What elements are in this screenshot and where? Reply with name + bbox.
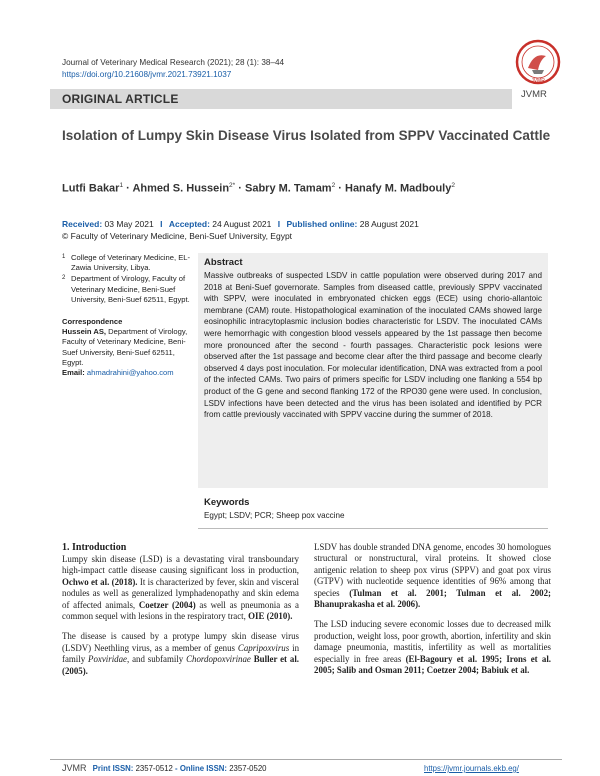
article-title: Isolation of Lumpy Skin Disease Virus Isolated from SPPV Vaccinated Cattle <box>62 128 551 143</box>
affiliation-item <box>62 274 195 305</box>
correspondence-heading: Correspondence <box>62 317 123 327</box>
intro-paragraph <box>314 542 551 610</box>
journal-citation: Journal of Veterinary Medical Research (2021); 28 (1): 38–44 <box>62 58 285 67</box>
author-separator: · <box>235 182 245 195</box>
article-dates <box>62 219 419 242</box>
logo-text: JVMR <box>531 78 545 84</box>
citation-ref: (Tulman et al. 2001; Tulman et al. 2002; Bhanuprakasha et al. 2006). <box>314 587 551 610</box>
intro-heading: 1. Introduction <box>62 542 127 553</box>
affiliation-number: 2 <box>62 275 66 282</box>
citation-ref: Ochwo et al. (2018). <box>62 576 138 587</box>
journal-tag: JVMR <box>521 89 547 100</box>
copyright-line: © Faculty of Veterinary Medicine, Beni-Suef University, Egypt <box>62 230 293 241</box>
print-issn: 2357-0512 <box>135 764 173 773</box>
citation-ref: Buller et al. (2005). <box>62 654 300 676</box>
correspondence-body <box>62 327 195 368</box>
keywords-text: Egypt; LSDV; PCR; Sheep pox vaccine <box>204 511 345 520</box>
text-run: LSDV has double stranded DNA genome, encodes 30 homologues structural or nonstructural, viral proteins. It showed close antigenic relation to sheep pox virus (SPPV) and goat pox virus (GTPV) with nucleotide sequence identities of 96% among that species <box>314 542 551 598</box>
text-run: It is characterized by fever, skin and visceral nodules as well as generalized lymphadenopathy and skin edema of affected animals, <box>62 576 299 610</box>
intro-paragraph <box>314 619 551 676</box>
journal-url-link[interactable]: https://jvmr.journals.ekb.eg/ <box>424 764 519 773</box>
body-column-left <box>62 554 299 686</box>
keywords-divider <box>198 528 548 529</box>
accepted-date: 24 August 2021 <box>212 219 272 229</box>
author-sup: 2 <box>451 182 455 189</box>
intro-paragraph <box>62 554 299 622</box>
author-name[interactable]: Lutfi Bakar <box>62 182 120 195</box>
intro-paragraph <box>62 631 299 677</box>
author-name[interactable]: Ahmed S. Hussein <box>132 182 230 195</box>
received-label: Received: <box>62 219 103 229</box>
author-list <box>62 182 455 195</box>
abstract-heading: Abstract <box>204 257 243 268</box>
affiliation-text: Department of Virology, Faculty of Veterinary Medicine, Beni-Suef University, Beni-Suef 62511, Egypt. <box>71 274 190 304</box>
online-issn-label: Online ISSN: <box>179 764 228 773</box>
author-sup: 2 <box>331 182 336 189</box>
taxon-name: Chordopoxvirinae <box>186 654 251 665</box>
affiliation-item <box>62 253 195 273</box>
keywords-heading: Keywords <box>204 497 250 508</box>
body-column-right <box>314 542 551 685</box>
author-name[interactable]: Hanafy M. Madbouly <box>345 182 452 195</box>
author-name[interactable]: Sabry M. Tamam <box>244 182 332 195</box>
citation-ref: Coetzer (2004) <box>138 599 196 610</box>
doi-link[interactable]: https://doi.org/10.21608/jvmr.2021.73921.1037 <box>62 69 232 79</box>
correspondence-name: Hussein AS, <box>62 327 107 337</box>
article-type-label: ORIGINAL ARTICLE <box>62 92 179 106</box>
text-run: The disease is caused by a protype lumpy skin disease virus (LSDV) Neethling virus, as a member of genus <box>62 631 299 653</box>
correspondence-email <box>62 368 195 378</box>
author-sup: 2* <box>229 182 236 189</box>
accepted-label: Accepted: <box>168 219 210 229</box>
email-label: Email: <box>62 368 85 378</box>
date-separator: I <box>277 219 281 229</box>
affiliations-panel <box>62 253 195 378</box>
abstract-text: Massive outbreaks of suspected LSDV in cattle population were observed during 2017 and 2018 at Beni-Suef governorate. Samples from diseased cattle, previously SPPV vaccinated with SPPV, were inoculated in embryonated chicken eggs (ECE) using chorio-allantoic membrane (CAM) route. Histopathological examination of the inoculated CAMs showed large eosinophilic intracytoplasmic inclusion bodies characteristic for LSDV. The inoculated CAMs were hemorrhagic with congestion blood vessels appeared by the 1st passage then become more pronounced after the second - fourth passages. Characteristic pock lesions were observed after the 1st passage and become clear after the third passage and become clearly observed 4 days post inoculation. For molecular identification, DNA was extracted from a pool of the infected CAMs. Two pairs of primers specific for LSDV including one flanking a 554 bp product of the G gene and second flanking 172 of the RPO30 gene were used. In conclusion, LSDV infections have been detected and the virus has been isolated and identified by PCR from cattle previously vaccinated with SPPV vaccine during the summer of 2018. <box>204 271 542 420</box>
taxon-name: Poxviridae <box>88 654 127 665</box>
author-sup: 1 <box>119 182 124 189</box>
citation-ref: (El-Bagoury et al. 1995; Irons et al. 2005; Salib and Osman 2011; Coetzer 2004; Babiuk et al. <box>314 653 552 676</box>
citation-ref: OIE (2010). <box>248 611 293 622</box>
correspondence-address: Department of Virology, Faculty of Veterinary Medicine, Beni-Suef University, Beni-Suef 62511, Egypt. <box>62 327 188 367</box>
footer-divider <box>50 759 562 760</box>
journal-info <box>62 57 284 80</box>
published-label: Published online: <box>286 219 358 229</box>
issn-dash: - <box>172 764 180 773</box>
email-link[interactable]: ahmadrahini@yahoo.com <box>86 368 174 378</box>
taxon-name: Capripoxvirus <box>237 642 290 653</box>
footer-journal: JVMR <box>62 763 87 773</box>
text-run: , and subfamily <box>126 654 187 665</box>
affiliation-text: College of Veterinary Medicine, EL-Zawia University, Libya. <box>71 253 191 273</box>
received-date: 03 May 2021 <box>104 219 154 229</box>
text-run: Lumpy skin disease (LSD) is a devastating viral transboundary high-impact cattle disease causing significant loss in production, <box>62 554 299 576</box>
text-run: The LSD inducing severe economic losses due to decreased milk production, weight loss, poor growth, abortion, infertility and skin damage pneumonia, mastitis, infertility as well as mortalities especially in free areas <box>314 619 551 664</box>
footer-issn <box>62 763 267 773</box>
text-run: as well as pneumonia as a common sequel with lesions in the respiratory tract, <box>62 599 299 622</box>
affiliation-number: 1 <box>62 254 66 260</box>
author-separator: · <box>335 182 345 195</box>
published-date: 28 August 2021 <box>359 219 419 229</box>
author-separator: · <box>123 182 133 195</box>
jvmr-logo <box>514 38 562 86</box>
text-run: in family <box>62 642 300 665</box>
print-issn-label: Print ISSN: <box>92 764 134 773</box>
date-separator: I <box>160 219 163 229</box>
online-issn: 2357-0520 <box>229 764 267 773</box>
